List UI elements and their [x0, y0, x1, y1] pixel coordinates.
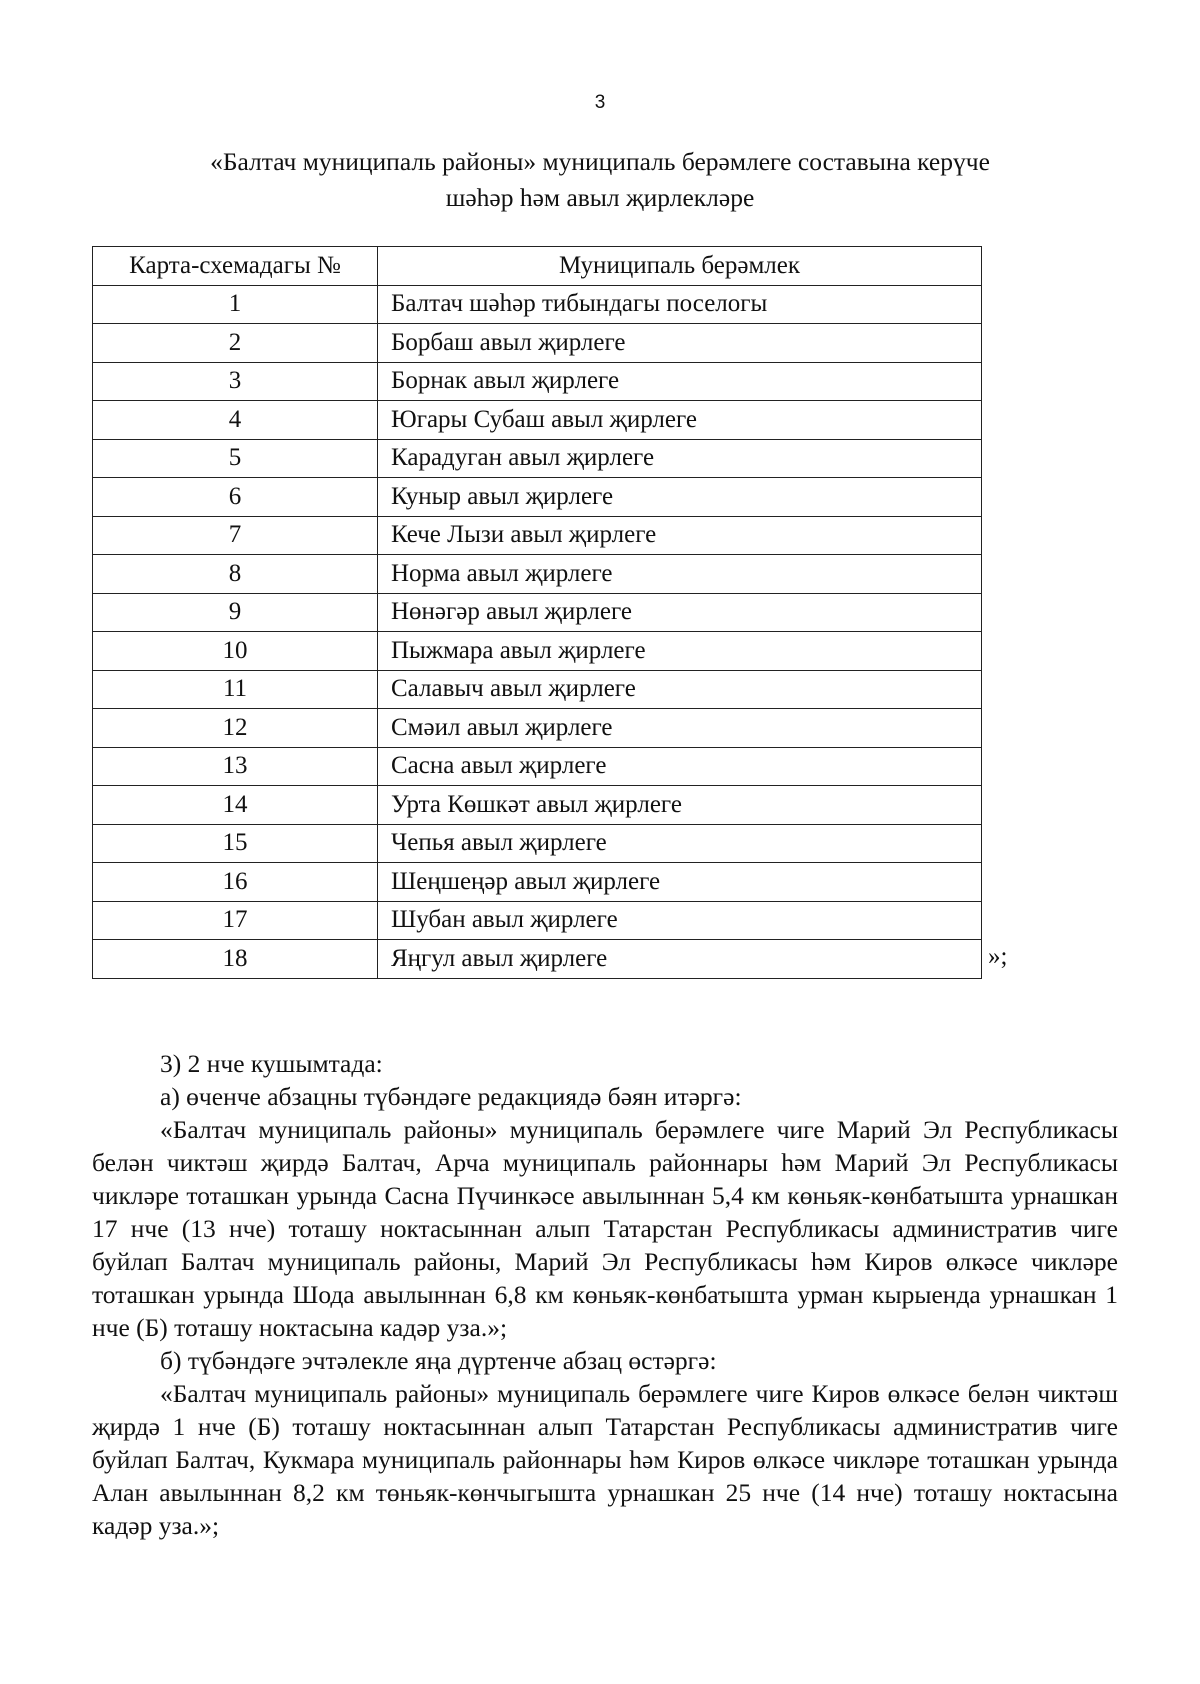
cell-municipal-entity: Пыжмара авыл җирлеге [378, 632, 982, 671]
cell-municipal-entity: Норма авыл җирлеге [378, 555, 982, 594]
cell-map-number: 7 [93, 516, 378, 555]
cell-map-number: 11 [93, 670, 378, 709]
table-row [93, 901, 982, 940]
cell-municipal-entity: Борнак авыл җирлеге [378, 362, 982, 401]
cell-map-number: 18 [93, 940, 378, 979]
cell-municipal-entity: Карадуган авыл җирлеге [378, 439, 982, 478]
municipal-entities-table [92, 246, 982, 979]
paragraph-border-description-1: «Балтач муниципаль районы» муниципаль берәмлеге чиге Марий Эл Республикасы белән чиктәш җирдә Балтач, Арча муниципаль районнары һәм Марий Эл Республикасы чикләре тоташкан урында Сасна Пүчинкәсе авылыннан 5,4 км көньяк-көнбатышта урнашкан 17 нче (13 нче) тоташу ноктасыннан алып Татарстан Республикасы административ чиге буйлап Балтач муниципаль районы, Марий Эл Республикасы һәм Киров өлкәсе чикләре тоташкан урында Шода авылыннан 6,8 км көньяк-көнбатышта урман кырыенда урнашкан 1 нче (Б) тоташу ноктасына кадәр уза.»; [92, 1115, 1118, 1342]
cell-map-number: 16 [93, 863, 378, 902]
cell-map-number: 15 [93, 824, 378, 863]
cell-municipal-entity: Нөнәгәр авыл җирлеге [378, 593, 982, 632]
paragraph-border-description-2: «Балтач муниципаль районы» муниципаль берәмлеге чиге Киров өлкәсе белән чиктәш җирдә 1 нче (Б) тоташу ноктасыннан алып Татарстан Республикасы административ чиге буйлап Балтач, Кукмара муниципаль районнары һәм Киров өлкәсе чикләре тоташкан урында Алан авылыннан 8,2 км төньяк-көнчыгышта урнашкан 25 нче (14 нче) тоташу ноктасына кадәр уза.»; [92, 1379, 1118, 1540]
table-row [93, 632, 982, 671]
page-number: 3 [594, 92, 606, 113]
cell-map-number: 17 [93, 901, 378, 940]
table-row [93, 439, 982, 478]
table-row [93, 863, 982, 902]
paragraph-subitem-b: б) түбәндәге эчтәлекле яңа дүртенче абзац өстәргә: [160, 1346, 717, 1375]
table-row [93, 516, 982, 555]
header-map-number: Карта-схемадагы № [93, 247, 378, 286]
cell-map-number: 6 [93, 478, 378, 517]
cell-municipal-entity: Урта Көшкәт авыл җирлеге [378, 786, 982, 825]
cell-map-number: 5 [93, 439, 378, 478]
table-row [93, 747, 982, 786]
cell-municipal-entity: Куныр авыл җирлеге [378, 478, 982, 517]
cell-map-number: 1 [93, 285, 378, 324]
table-row [93, 555, 982, 594]
cell-municipal-entity: Салавыч авыл җирлеге [378, 670, 982, 709]
table-row [93, 478, 982, 517]
table-row [93, 670, 982, 709]
cell-municipal-entity: Кече Лызи авыл җирлеге [378, 516, 982, 555]
table-row [93, 709, 982, 748]
table-row [93, 324, 982, 363]
header-municipal-entity: Муниципаль берәмлек [378, 247, 982, 286]
table-row [93, 593, 982, 632]
cell-municipal-entity: Борбаш авыл җирлеге [378, 324, 982, 363]
cell-municipal-entity: Шеңшеңәр авыл җирлеге [378, 863, 982, 902]
title-line-2: шәһәр һәм авыл җирлекләре [445, 183, 755, 212]
cell-map-number: 12 [93, 709, 378, 748]
cell-map-number: 10 [93, 632, 378, 671]
table-row [93, 940, 982, 979]
paragraph-subitem-a: а) өченче абзацны түбәндәге редакциядә бәян итәргә: [160, 1082, 742, 1111]
cell-map-number: 9 [93, 593, 378, 632]
cell-municipal-entity: Сасна авыл җирлеге [378, 747, 982, 786]
cell-map-number: 8 [93, 555, 378, 594]
cell-municipal-entity: Яңгул авыл җирлеге [378, 940, 982, 979]
cell-municipal-entity: Югары Субаш авыл җирлеге [378, 401, 982, 440]
paragraph-amendment-item: 3) 2 нче кушымтада: [160, 1049, 383, 1078]
cell-map-number: 14 [93, 786, 378, 825]
title-line-1: «Балтач муниципаль районы» муниципаль берәмлеге составына керүче [210, 147, 990, 176]
table-row [93, 786, 982, 825]
cell-map-number: 4 [93, 401, 378, 440]
cell-map-number: 2 [93, 324, 378, 363]
closing-quote: »; [988, 943, 1008, 970]
table-header-row [93, 247, 982, 286]
table-row [93, 401, 982, 440]
table-row [93, 824, 982, 863]
cell-map-number: 3 [93, 362, 378, 401]
document-title [120, 144, 1080, 216]
body-text [92, 1047, 1118, 1542]
cell-municipal-entity: Чепья авыл җирлеге [378, 824, 982, 863]
cell-municipal-entity: Шубан авыл җирлеге [378, 901, 982, 940]
cell-municipal-entity: Смәил авыл җирлеге [378, 709, 982, 748]
cell-municipal-entity: Балтач шәһәр тибындагы поселогы [378, 285, 982, 324]
cell-map-number: 13 [93, 747, 378, 786]
table-row [93, 285, 982, 324]
table-row [93, 362, 982, 401]
table-body [93, 285, 982, 978]
